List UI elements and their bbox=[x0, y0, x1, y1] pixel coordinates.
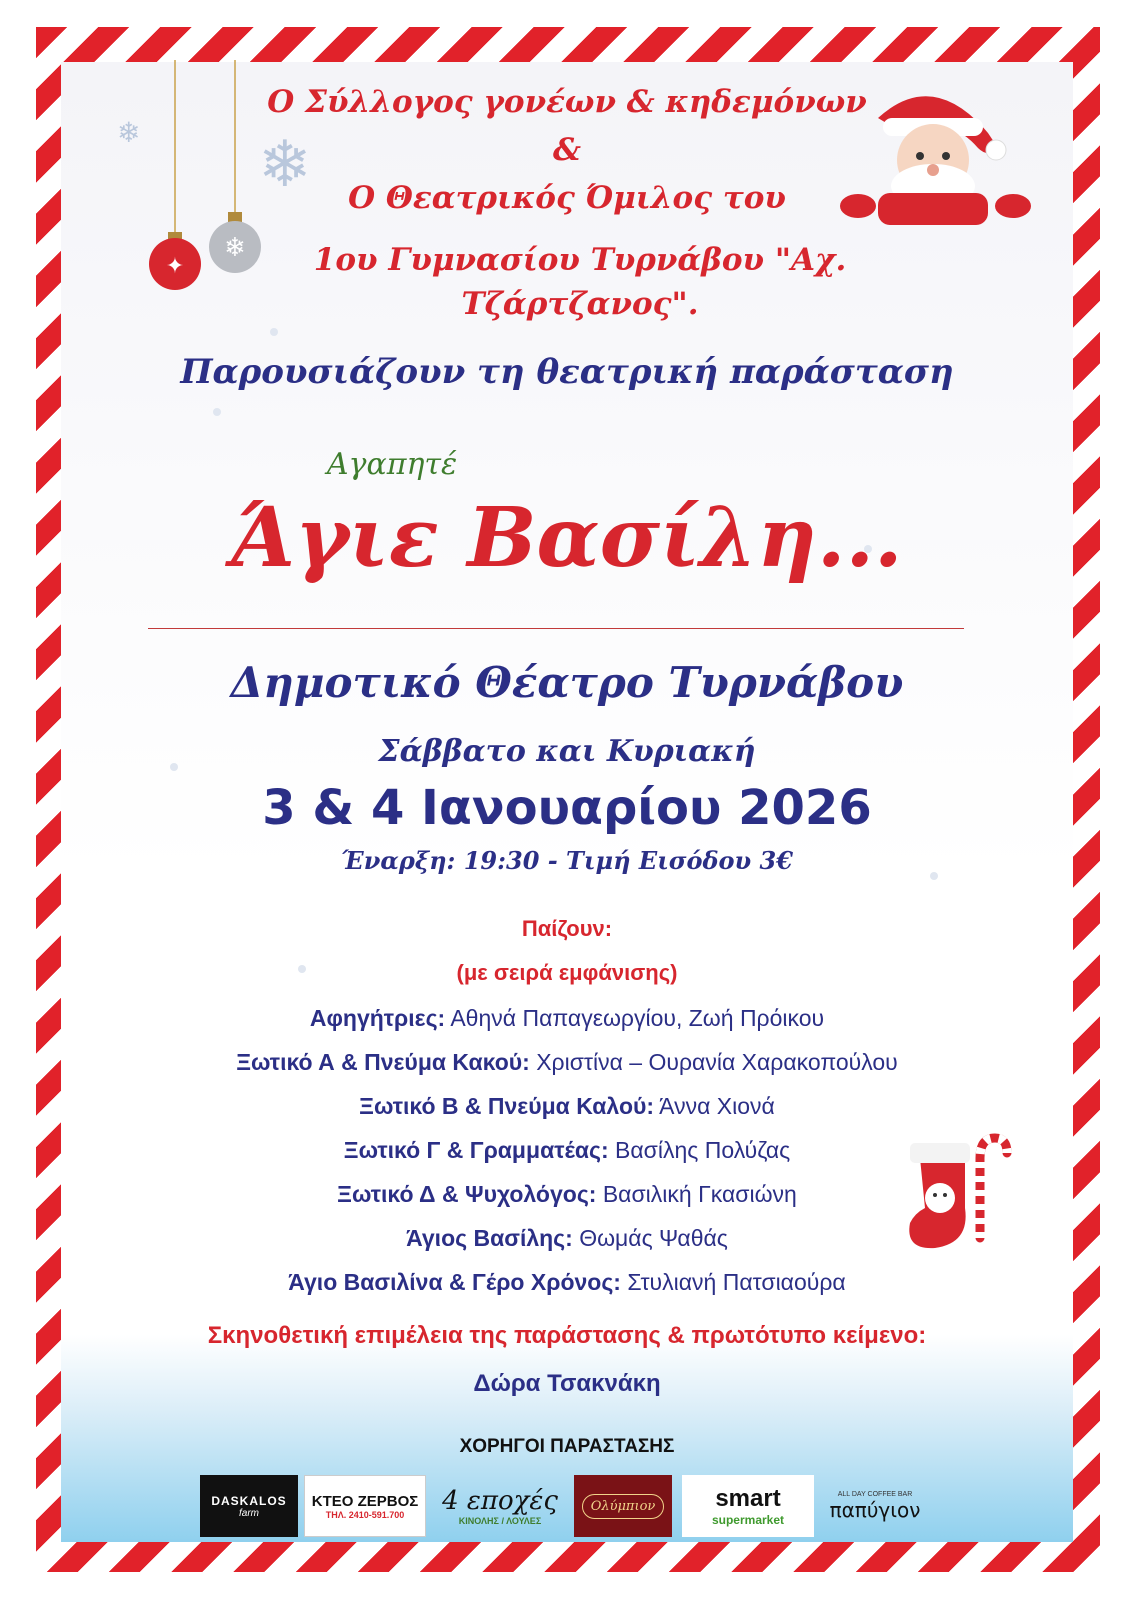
sponsor-logo-smart bbox=[682, 1475, 814, 1537]
cast-subheading: (με σειρά εμφάνισης) bbox=[456, 960, 678, 985]
sponsor-sub: ALL DAY COFFEE BAR bbox=[837, 1490, 913, 1498]
cast-actors: Βασίλης Πολύζας bbox=[615, 1137, 791, 1163]
play-subtitle: Αγαπητέ bbox=[326, 447, 458, 482]
snow-dot bbox=[270, 328, 278, 336]
svg-text:✦: ✦ bbox=[165, 254, 185, 279]
cast-role: Ξωτικό Δ & Ψυχολόγος: bbox=[337, 1181, 597, 1207]
organizer-ampersand: & bbox=[553, 132, 581, 168]
cast-actors: Χριστίνα – Ουρανία Χαρακοπούλου bbox=[536, 1049, 898, 1075]
sponsor-name: Ολύμπιον bbox=[582, 1494, 665, 1519]
sponsor-name: παπύγιον bbox=[829, 1497, 921, 1522]
cast-role: Ξωτικό Α & Πνεύμα Κακού: bbox=[236, 1049, 530, 1075]
cast-role: Άγιος Βασίλης: bbox=[406, 1225, 573, 1251]
sponsor-logo-kteo bbox=[304, 1475, 426, 1537]
snowflake-icon: ❄ bbox=[117, 116, 141, 149]
cast-heading: Παίζουν: bbox=[521, 916, 613, 941]
organizer-line-4: 1ου Γυμνασίου Τυρνάβου "Αχ. Τζάρτζανος". bbox=[313, 242, 847, 322]
sponsors-title: ΧΟΡΗΓΟΙ ΠΑΡΑΣΤΑΣΗΣ bbox=[459, 1436, 675, 1457]
director-name: Δώρα Τσακνάκη bbox=[473, 1370, 661, 1397]
sponsor-sub: ΤΗΛ. 2410-591.700 bbox=[325, 1509, 405, 1520]
cast-row bbox=[0, 1260, 1134, 1304]
cast-role: Ξωτικό Β & Πνεύμα Καλού: bbox=[359, 1093, 655, 1119]
candy-cane-icon bbox=[980, 1138, 1007, 1238]
christmas-ornament-red-icon bbox=[149, 232, 201, 290]
cast-actors: Άννα Χιονά bbox=[659, 1093, 775, 1119]
cast-row bbox=[0, 1040, 1134, 1084]
sponsor-name: ΚΤΕΟ ΖΕΡΒΟΣ bbox=[311, 1492, 419, 1510]
organizer-line-3: Ο Θεατρικός Όμιλος του bbox=[348, 180, 786, 216]
sponsor-sub: farm bbox=[239, 1507, 259, 1519]
organizer-line-1: Ο Σύλλογος γονέων & κηδεμόνων bbox=[267, 84, 867, 120]
cast-actors: Βασιλική Γκασιώνη bbox=[602, 1181, 797, 1207]
performance-dates: 3 & 4 Ιανουαρίου 2026 bbox=[262, 780, 872, 836]
cast-role: Ξωτικό Γ & Γραμματέας: bbox=[343, 1137, 609, 1163]
cast-actors: Αθηνά Παπαγεωργίου, Ζωή Πρόικου bbox=[450, 1005, 825, 1031]
sponsor-sub: supermarket bbox=[711, 1513, 785, 1527]
play-title: Άγιε Βασίλη... bbox=[231, 490, 903, 586]
sponsor-sub: ΚΙΝΟΛΗΣ / ΛΟΥΛΕΣ bbox=[458, 1516, 542, 1526]
cast-actors: Θωμάς Ψαθάς bbox=[579, 1225, 728, 1251]
cast-row bbox=[0, 1084, 1134, 1128]
christmas-stocking-icon bbox=[895, 1128, 1015, 1258]
start-time-price: Έναρξη: 19:30 - Τιμή Εισόδου 3€ bbox=[341, 846, 793, 875]
venue: Δημοτικό Θέατρο Τυρνάβου bbox=[230, 658, 904, 707]
sponsor-logo-daskalos bbox=[200, 1475, 298, 1537]
snow-dot bbox=[213, 408, 221, 416]
sponsor-logo-4-epoches bbox=[436, 1475, 564, 1537]
divider bbox=[148, 628, 964, 629]
svg-text:❄: ❄ bbox=[224, 233, 246, 263]
sponsor-name: 4 εποχές bbox=[442, 1486, 558, 1516]
cast-role: Αφηγήτριες: bbox=[309, 1005, 446, 1031]
sponsor-name: smart bbox=[715, 1485, 781, 1512]
presents-line: Παρουσιάζουν τη θεατρική παράσταση bbox=[180, 352, 954, 392]
direction-heading: Σκηνοθετική επιμέλεια της παράστασης & πρωτότυπο κείμενο: bbox=[207, 1322, 927, 1349]
cast-actors: Στυλιανή Πατσιαούρα bbox=[627, 1269, 846, 1295]
performance-days: Σάββατο και Κυριακή bbox=[378, 734, 756, 769]
cast-role: Άγιο Βασιλίνα & Γέρο Χρόνος: bbox=[288, 1269, 621, 1295]
christmas-ornament-silver-icon bbox=[209, 212, 261, 273]
sponsor-name: DASKALOS bbox=[211, 1493, 287, 1508]
sponsor-logo-papigion bbox=[826, 1475, 924, 1537]
sponsor-logo-olympion bbox=[574, 1475, 672, 1537]
cast-row bbox=[0, 996, 1134, 1040]
snowflake-icon: ❄ bbox=[258, 128, 312, 202]
